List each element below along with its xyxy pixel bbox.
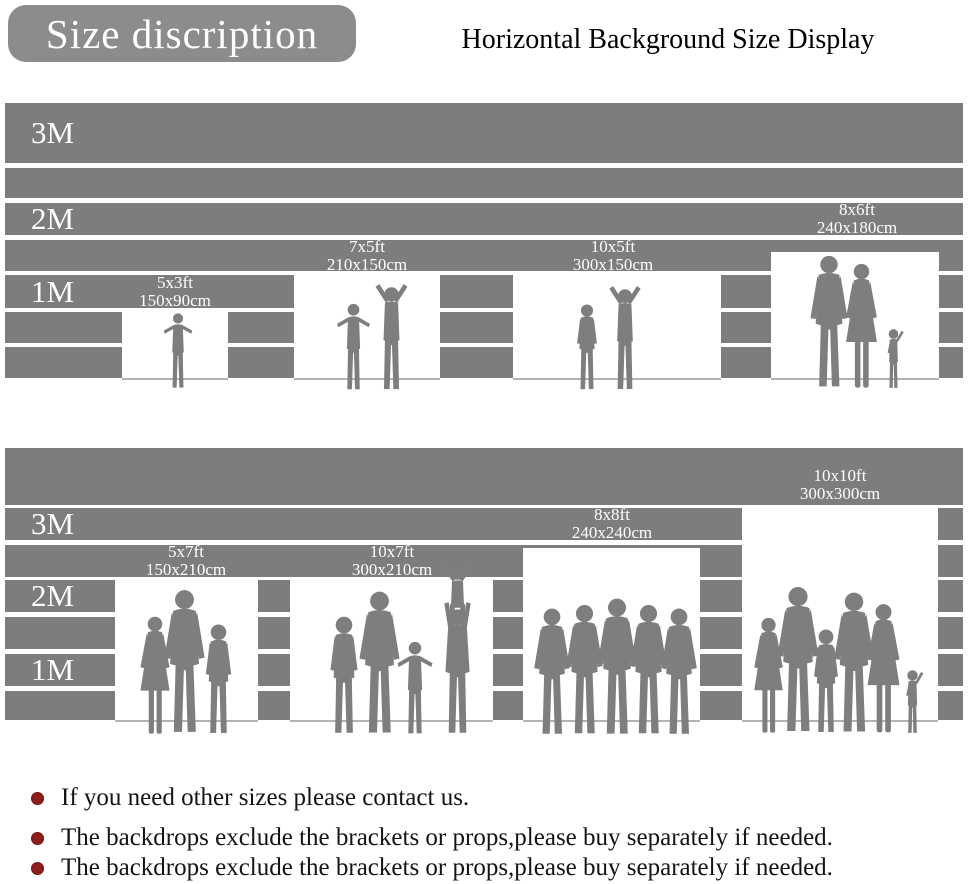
size-ft: 8x8ft	[594, 505, 630, 524]
size-label-5x7	[116, 542, 256, 579]
size-label-5x3	[105, 272, 245, 310]
silhouette-team-8x8	[527, 594, 703, 736]
clipped-note-line	[0, 852, 968, 881]
size-cm: 150x90cm	[139, 290, 211, 310]
silhouette-family-5x7	[127, 587, 247, 735]
badge-label: Size discription	[45, 10, 319, 57]
ruler-bar	[5, 168, 963, 198]
size-label-10x7	[322, 542, 462, 579]
bullet-icon	[31, 792, 44, 805]
size-ft: 5x7ft	[168, 542, 204, 561]
size-cm: 300x210cm	[351, 560, 433, 579]
silhouette-kids-10x5	[563, 283, 655, 391]
size-ft: 10x7ft	[369, 542, 415, 561]
silhouette-child-5x3	[148, 309, 208, 389]
size-cm: 240x240cm	[571, 523, 653, 542]
silhouette-family-10x7	[318, 560, 488, 735]
size-ft: 7x5ft	[349, 236, 385, 256]
size-label-8x8	[542, 505, 682, 542]
size-cm: 150x210cm	[145, 560, 227, 579]
page-title: Horizontal Background Size Display	[461, 24, 875, 55]
meter-label-1m: 1M	[31, 273, 75, 309]
note-text: The backdrops exclude the brackets or props,please buy separately if needed.	[61, 854, 833, 881]
meter-label-2m: 2M	[31, 201, 75, 236]
meter-label-2m: 2M	[31, 578, 75, 613]
size-description-badge	[8, 5, 356, 62]
meter-label-1m: 1M	[31, 652, 75, 687]
size-label-8x6	[787, 200, 927, 237]
size-ft: 5x3ft	[157, 272, 193, 292]
size-cm: 300x150cm	[572, 254, 654, 274]
note-text: The backdrops exclude the brackets or props,please buy separately if needed.	[61, 824, 833, 851]
silhouette-kids-7x5	[327, 281, 419, 391]
size-ft: 10x10ft	[813, 465, 867, 485]
size-ft: 10x5ft	[590, 236, 636, 256]
meter-label-3m: 3M	[31, 115, 75, 150]
size-cm: 240x180cm	[816, 218, 898, 237]
note-line-1	[0, 782, 968, 814]
size-label-7x5	[297, 236, 437, 274]
bullet-icon	[31, 862, 44, 875]
bullet-icon	[31, 832, 44, 845]
size-cm: 210x150cm	[326, 254, 408, 274]
silhouette-group-10x10	[750, 582, 928, 734]
note-line-2	[0, 822, 968, 854]
size-cm: 300x300cm	[799, 483, 881, 503]
meter-label-3m: 3M	[31, 506, 75, 541]
size-label-10x5	[543, 236, 683, 274]
note-text: If you need other sizes please contact us.	[61, 784, 470, 811]
size-label-10x10	[770, 464, 910, 505]
size-ft: 8x6ft	[839, 200, 875, 219]
silhouette-family-8x6	[799, 251, 911, 389]
ruler-bar-3m-chart1	[5, 103, 963, 163]
